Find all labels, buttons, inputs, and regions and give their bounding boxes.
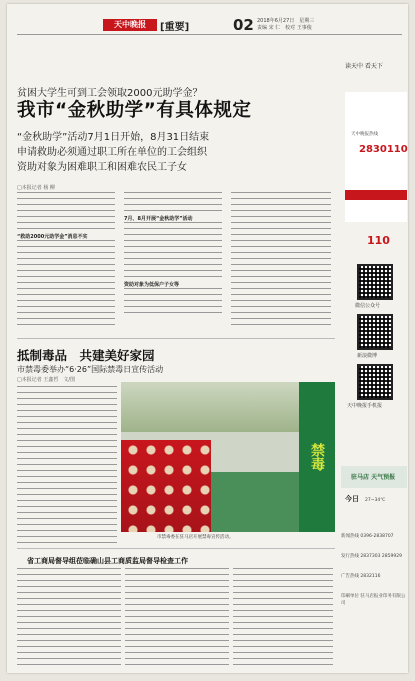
bottom-body-col-2 xyxy=(125,568,229,668)
section-title-2: 7月、8月开展“金秋助学”活动 xyxy=(124,216,193,222)
hotline-number: 2830110 xyxy=(359,144,408,155)
weather-temp: 27~34℃ xyxy=(365,498,386,503)
main-headline: 我市“金秋助学”有具体规定 xyxy=(17,100,252,121)
brand-slogan: 读天中 看天下 xyxy=(345,63,383,70)
right-sidebar xyxy=(337,34,407,673)
bottom-body-col-1 xyxy=(17,568,121,668)
qr-code-mobile xyxy=(357,364,393,400)
body-text-block xyxy=(231,192,331,326)
date-line xyxy=(257,18,314,32)
contact-line: 发行热线 2837303 2859929 xyxy=(341,554,402,559)
main-body-col-2 xyxy=(124,192,222,332)
photo-caption: 市禁毒委在驻马店开展禁毒宣传活动。 xyxy=(157,535,234,540)
second-subhead: 市禁毒委举办“6·26”国际禁毒日宣传活动 xyxy=(17,365,164,374)
qr-label-mobile: 天中晚报手机报 xyxy=(347,403,383,409)
main-kicker: 贫困大学生可到工会领取2000元助学金？ xyxy=(17,88,203,99)
bottom-headline: 省工商局督导组莅临确山县工商质监局督导检查工作 xyxy=(27,557,188,565)
newspaper-page xyxy=(7,4,408,673)
bottom-body-col-3 xyxy=(233,568,333,668)
contact-line: 印刷单位 驻马店报业印务有限公司 xyxy=(341,594,406,606)
body-text-block xyxy=(124,222,222,282)
main-body-col-1 xyxy=(17,192,115,332)
body-text-block xyxy=(124,288,222,318)
body-text-block xyxy=(124,192,222,216)
ad-red-number: 110 xyxy=(367,234,390,247)
weather-day: 今日 xyxy=(345,495,359,503)
main-subhead-3: 资助对象为困难职工和困难农民工子女 xyxy=(17,162,187,173)
contact-line: 新闻热线 0396-2838707 xyxy=(341,534,394,539)
sidebar-ad xyxy=(345,92,408,247)
body-text-block xyxy=(233,568,333,666)
story-divider xyxy=(17,338,335,339)
main-byline: □本报记者 杨 柳 xyxy=(17,185,55,191)
section-title-1: “救助2000元助学金”消息不实 xyxy=(17,234,88,240)
body-text-block xyxy=(17,386,117,544)
contact-line: 广告热线 2832116 xyxy=(341,574,381,579)
qr-label-wechat: 微信公众号 xyxy=(355,303,381,309)
qr-code-wechat xyxy=(357,264,393,300)
weather-title: 驻马店 天气预报 xyxy=(351,474,396,481)
newspaper-logo: 天中晚报 xyxy=(103,19,157,31)
main-body-col-3 xyxy=(231,192,331,332)
hotline-label: 天中晚报热线 xyxy=(351,132,378,137)
page-number: 02 xyxy=(233,16,254,34)
photo-banner: 禁毒 xyxy=(299,382,335,532)
qr-label-weibo: 新浪微博 xyxy=(357,353,378,359)
body-text-block xyxy=(125,568,229,666)
photo-crowd xyxy=(121,440,211,532)
second-body-col xyxy=(17,386,117,546)
body-text-block xyxy=(17,192,115,234)
news-photo xyxy=(121,382,335,532)
second-byline: □本报记者 王鑫哲 文/图 xyxy=(17,377,75,383)
section-label: [重要] xyxy=(160,22,190,33)
story-divider xyxy=(17,548,335,549)
ad-red-bar xyxy=(345,190,407,200)
body-text-block xyxy=(17,240,115,330)
date-line-2: 责编 宋 仁 校对 王事俊 xyxy=(257,25,312,31)
main-subhead-1: “金秋助学”活动7月1日开始，8月31日结束 xyxy=(17,132,210,143)
section-title-3: 资助对象为低保户子女等 xyxy=(124,282,180,288)
qr-code-weibo xyxy=(357,314,393,350)
main-subhead-2: 申请救助必须通过职工所在单位的工会组织 xyxy=(17,147,207,158)
body-text-block xyxy=(17,568,121,666)
weather-box xyxy=(341,466,407,488)
second-headline: 抵制毒品 共建美好家园 xyxy=(17,348,155,363)
date-line-1: 2018年6月27日 星期三 xyxy=(257,18,315,24)
